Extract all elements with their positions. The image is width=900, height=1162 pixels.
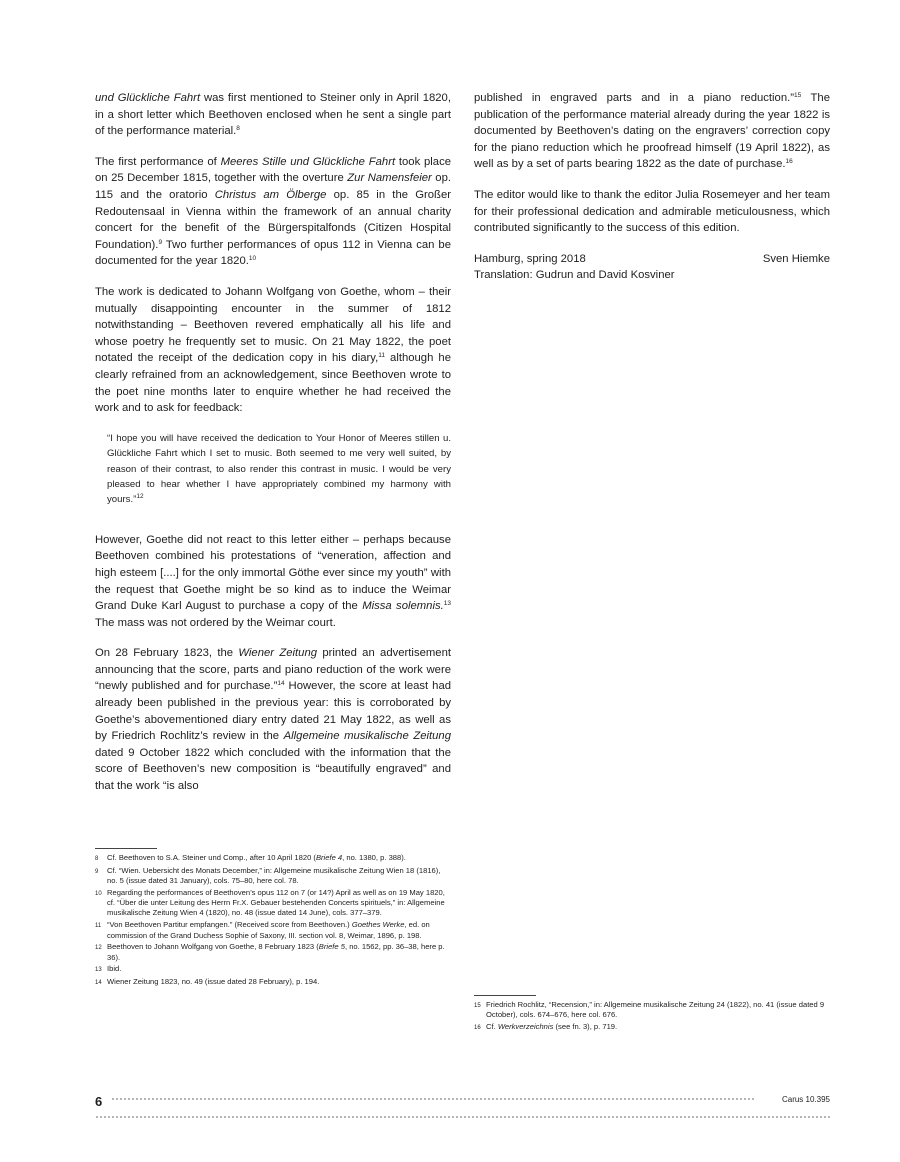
footnote-ref: 10 (248, 255, 257, 263)
footnote (95, 888, 451, 919)
text-run: Two further performances of opus 112 in Vienna can be documented for the year 1820. (95, 238, 451, 268)
text-run: On 28 February 1823, the (95, 647, 239, 660)
signature-block (474, 251, 830, 284)
page-footer (95, 1094, 830, 1120)
footnote-list (474, 1000, 830, 1033)
dotted-divider (111, 1098, 756, 1100)
italic-text: Christus am Ölberge (214, 188, 327, 201)
footnote-number: 13 (95, 967, 102, 974)
left-column (95, 90, 451, 809)
text-run: Wiener Zeitung 1823, no. 49 (issue dated 28 February), p. 194. (107, 977, 320, 987)
translation-credit: Translation: Gudrun and David Kosviner (474, 269, 675, 282)
place-date: Hamburg, spring 2018 (474, 252, 586, 265)
footnote-ref: 9 (158, 238, 163, 246)
text-run: printed an advertisement announcing that the score, parts and piano reduction of the work were “newly published and for purchase.” (95, 647, 451, 693)
footnote (474, 1000, 830, 1021)
signature-row (474, 251, 830, 268)
italic-text: Missa solemnis. (362, 600, 444, 613)
text-run: op. 115 and the oratorio (95, 172, 451, 201)
text-run: although he clearly refrained from an acknowledgement, since Beethoven wrote to the poet nine months later to enquire whether he had received the work and to ask for feedback: (95, 352, 451, 415)
footnote-number: 12 (95, 945, 102, 952)
italic-text: Goethes Werke (351, 920, 405, 930)
paragraph (474, 90, 830, 173)
text-run: Beethoven to Johann Wolfgang von Goethe, 8 February 1823 ( (107, 942, 319, 952)
footnote-number: 14 (95, 980, 102, 987)
footnote (95, 853, 451, 864)
footnote-text (486, 1022, 830, 1033)
footnote (95, 866, 451, 887)
footnote-text (107, 853, 451, 864)
footnote-text (107, 977, 451, 988)
footnote-text (486, 1000, 830, 1021)
text-run: published in engraved parts and in a piano reduction.” (474, 92, 795, 104)
footnote-ref: 16 (785, 158, 793, 166)
right-column (474, 90, 830, 284)
text-run: dated 9 October 1822 which concluded with the information that the score of Beethoven’s new composition is “beautifully engraved” and that the work “is also (95, 746, 451, 793)
footnote (95, 977, 451, 988)
text-run: “I hope you will have received the dedication to Your Honor of Meeres stillen u. Glückliche Fahrt which I set to music. Both seemed to me very well suited, by reason of their contrast, to also render this contrast in music. I would be very pleased to hear whether I have appropriately combined my harmony with yours.” (107, 432, 451, 506)
footnotes-left (95, 848, 451, 990)
letter-quote (107, 431, 451, 508)
footnote (474, 1022, 830, 1033)
text-run: The editor would like to thank the editor Julia Rosemeyer and her team for their professional dedication and admirable meticulousness, which contributed significantly to the success of this edition. (474, 188, 830, 235)
text-run: The publication of the performance material already during the year 1822 is documented by Beethoven’s dating on the engravers’ correction copy for the piano reduction which he proofread himself (19 April 1822), as well as by a set of parts bearing 1822 as the date of purchase. (474, 92, 830, 171)
footnote-number: 10 (95, 890, 102, 897)
text-run: was first mentioned to Steiner only in April 1820, in a short letter which Beethoven enclosed when he sent a single part of the performance material. (95, 92, 451, 138)
italic-text: Wiener Zeitung (238, 647, 318, 660)
text-run: However, Goethe did not react to this letter either – perhaps because Beethoven combined his protestations of “veneration, affection and high esteem [....] for the only immortal Göthe ever since my youth” with the request that Goethe might be so kind as to induce the Weimar Grand Duke Karl August to purchase a copy of the (95, 533, 451, 613)
text-run: Regarding the performances of Beethoven’s opus 112 on 7 (or 14?) April as well as on 19 May 1820, cf. “Über die unter Leitung des Herrn Fr.X. Gebauer bestehenden Concerts spirituels,” in: Allgemeine musikalische Zeitung Wien 4 (1820), no. 48 (issue dated 14 June), cols. 377–379. (107, 887, 445, 918)
footnote-rule (474, 995, 536, 996)
footnote-ref: 11 (378, 352, 385, 360)
footnote-text (107, 866, 451, 887)
footnote-text (107, 888, 451, 919)
text-run: , no. 1562, pp. 36–38, here p. 36). (107, 942, 445, 962)
paragraph (95, 532, 451, 632)
footnote-number: 9 (95, 868, 99, 875)
text-run: The mass was not ordered by the Weimar court. (95, 616, 336, 629)
text-run: op. 85 in the Großer Redoutensaal in Vienna within the framework of an annual charity concert for the benefit of the Bürgerspitalfonds (Citizen Hospital Foundation). (95, 188, 451, 251)
text-run: Cf. “Wien. Uebersicht des Monats December,” in: Allgemeine musikalische Zeitung Wien 18 (1816), no. 5 (issue dated 31 January), cols. 75–80, here col. 78. (107, 865, 441, 886)
footnote-ref: 15 (794, 92, 802, 99)
footnote-ref: 8 (236, 125, 240, 133)
footnote-number: 15 (474, 1003, 481, 1009)
paragraph (95, 90, 451, 140)
paragraph (95, 154, 451, 270)
text-run: , no. 1380, p. 388). (342, 853, 406, 862)
footnote-ref: 13 (443, 600, 451, 608)
footnote-ref: 14 (277, 680, 285, 688)
italic-text: Briefe 4 (315, 853, 343, 862)
footnote-text (107, 942, 451, 963)
footnote (95, 920, 451, 941)
text-run: (see fn. 3), p. 719. (553, 1022, 618, 1032)
footnote-rule (95, 848, 157, 849)
footnote (95, 942, 451, 963)
italic-text: Werkverzeichnis (497, 1022, 554, 1032)
footnotes-right (474, 995, 830, 1035)
footnote-text (107, 964, 451, 975)
text-run: The first performance of (95, 155, 221, 168)
text-run: Ibid. (107, 964, 122, 974)
italic-text: und Glückliche Fahrt (95, 92, 201, 104)
text-run: , ed. on commission of the Grand Duchess Sophie of Saxony, III. section vol. 8, Weimar, 1896, p. 198. (107, 920, 430, 940)
footnote-number: 16 (474, 1025, 481, 1032)
text-run: However, the score at least had already been published in the previous year: this is corroborated by Goethe’s abovementioned diary entry dated 21 May 1822, as well as by Friedrich Rochlitz’s review in the (95, 680, 452, 743)
text-run: “Von Beethoven Partitur empfangen.” (Received score from Beethoven.) (107, 920, 352, 930)
text-run: Friedrich Rochlitz, “Recension,” in: Allgemeine musikalische Zeitung 24 (1822), no. 41 (issue dated 9 October), cols. 674–676, here col. 676. (486, 1000, 825, 1020)
footnote-ref: 12 (136, 493, 144, 501)
edition-number: Carus 10.395 (781, 1095, 830, 1104)
paragraph (474, 187, 830, 237)
italic-text: Allgemeine musikalische Zeitung (283, 730, 451, 743)
dotted-divider (95, 1116, 830, 1118)
author-name: Sven Hiemke (762, 252, 830, 265)
text-run: Cf. Beethoven to S.A. Steiner und Comp., after 10 April 1820 ( (107, 853, 316, 862)
italic-text: Zur Namensfeier (347, 172, 432, 185)
footnote-text (107, 920, 451, 941)
footnote-list (95, 853, 451, 989)
paragraph (95, 645, 451, 794)
paragraph (95, 284, 451, 417)
footnote-number: 11 (95, 923, 102, 930)
page-number: 6 (95, 1094, 103, 1109)
italic-text: Briefe 5 (318, 942, 345, 952)
text-run: took place on 25 December 1815, together with the overture (95, 155, 451, 185)
text-run: The work is dedicated to Johann Wolfgang von Goethe, whom – their mutually disappointing encounter in the summer of 1812 notwithstanding – Beethoven revered emphatically all his life and whose poetry he frequently set to music. On 21 May 1822, the poet notated the receipt of the dedication copy in his diary, (95, 285, 451, 365)
footnote (95, 964, 451, 975)
italic-text: Meeres Stille und Glückliche Fahrt (220, 155, 396, 168)
text-run: Cf. (486, 1022, 498, 1032)
footnote-number: 8 (95, 856, 99, 862)
